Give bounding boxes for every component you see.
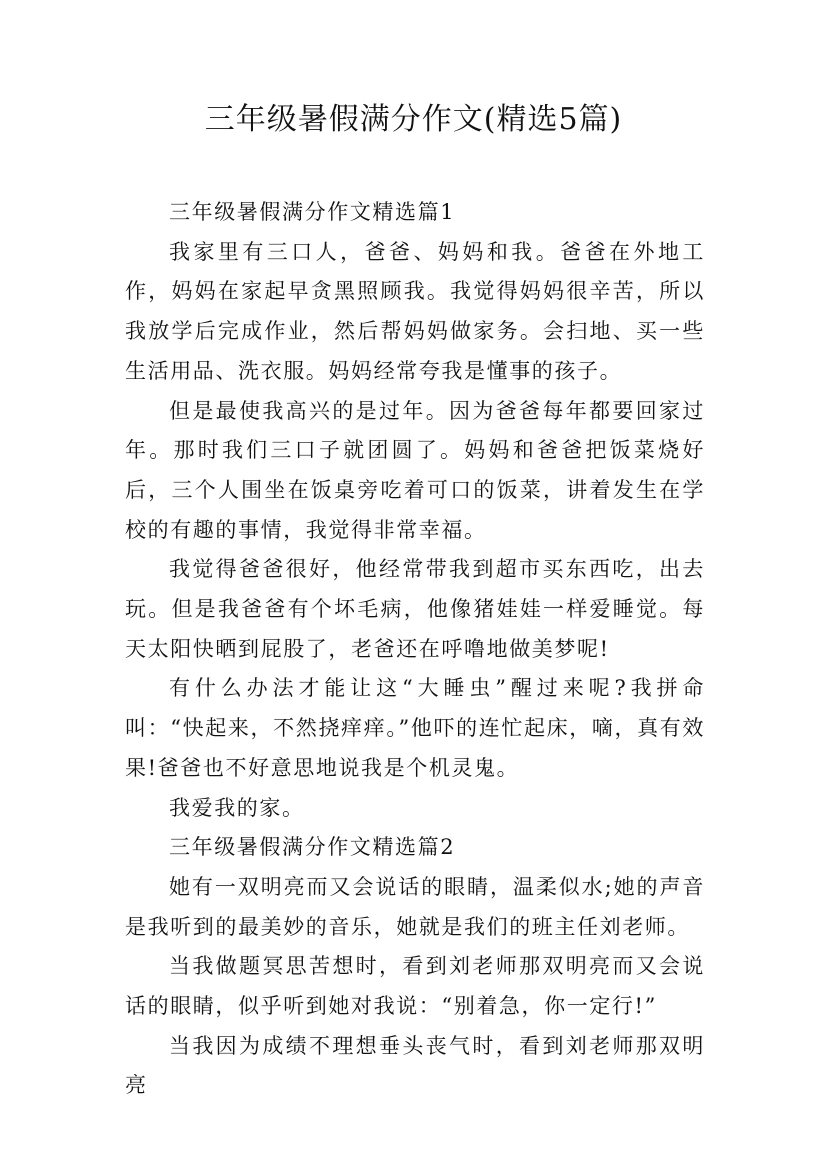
section-heading: 三年级暑假满分作文精选篇2: [169, 835, 456, 860]
paragraph: 她有一双明亮而又会说话的眼睛，温柔似水;她的声音是我听到的最美妙的音乐，她就是我们的班主任刘老师。: [125, 874, 705, 939]
paragraph: 我家里有三口人，爸爸、妈妈和我。爸爸在外地工作，妈妈在家起早贪黑照顾我。我觉得妈妈很辛苦，所以我放学后完成作业，然后帮妈妈做家务。会扫地、买一些生活用品、洗衣服。妈妈经常夸我是懂事的孩子。: [125, 239, 705, 383]
paragraph: 我爱我的家。: [169, 795, 305, 820]
document-body: [125, 193, 705, 1106]
paragraph: 当我做题冥思苦想时，看到刘老师那双明亮而又会说话的眼睛，似乎听到她对我说：“别着急，你一定行!”: [125, 954, 705, 1019]
paragraph: 但是最使我高兴的是过年。因为爸爸每年都要回家过年。那时我们三口子就团圆了。妈妈和爸爸把饭菜烧好后，三个人围坐在饭桌旁吃着可口的饭菜，讲着发生在学校的有趣的事情，我觉得非常幸福。: [125, 398, 705, 542]
section-heading: 三年级暑假满分作文精选篇1: [169, 200, 456, 224]
document-title: 三年级暑假满分作文(精选5篇): [204, 102, 623, 137]
paragraph: 有什么办法才能让这“大睡虫”醒过来呢?我拼命叫：“快起来，不然挠痒痒。”他吓的连忙起床，嘀，真有效果!爸爸也不好意思地说我是个机灵鬼。: [125, 676, 705, 780]
paragraph: 我觉得爸爸很好，他经常带我到超市买东西吃，出去玩。但是我爸爸有个坏毛病，他像猪娃娃一样爱睡觉。每天太阳快晒到屁股了，老爸还在呼噜地做美梦呢!: [125, 557, 705, 661]
paragraph: 当我因为成绩不理想垂头丧气时，看到刘老师那双明亮: [125, 1033, 705, 1098]
